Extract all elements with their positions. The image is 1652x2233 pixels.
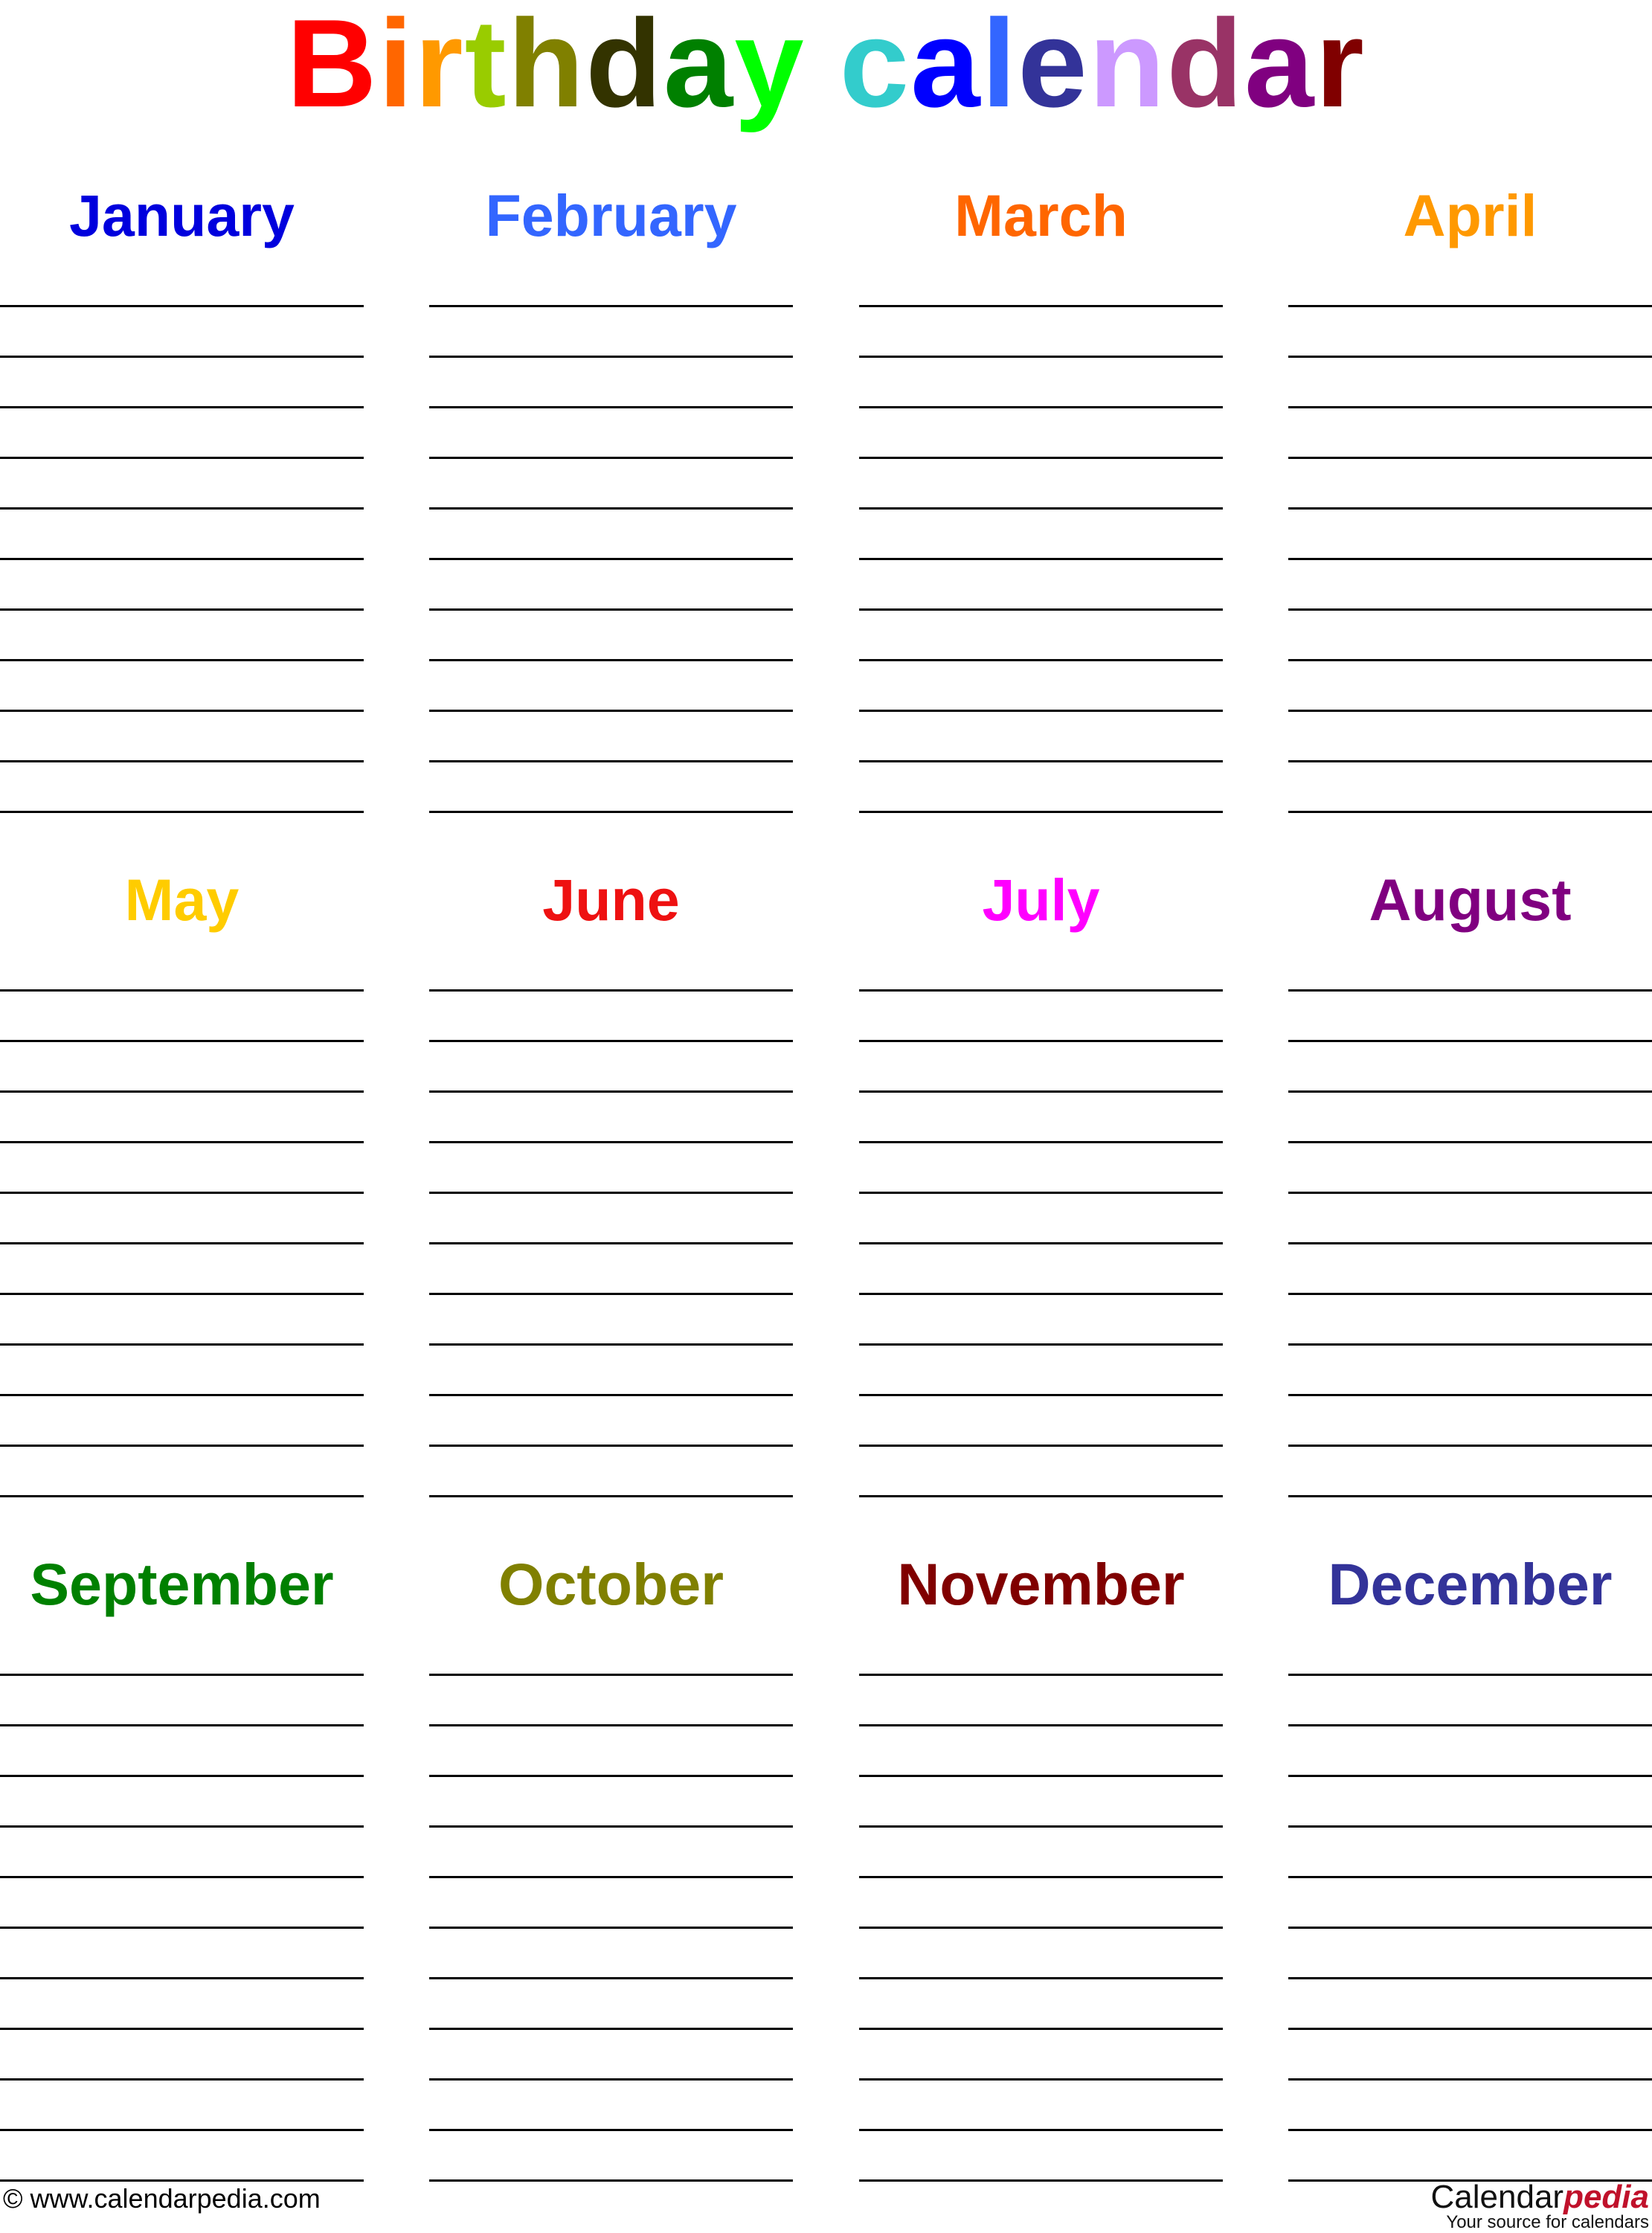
entry-line[interactable] <box>0 406 364 408</box>
title-letter: c <box>839 0 911 133</box>
entry-line[interactable] <box>429 457 793 459</box>
month-september <box>0 1551 364 2187</box>
entry-line[interactable] <box>1288 1927 1652 1929</box>
entry-line[interactable] <box>859 760 1223 762</box>
title-letter: y <box>734 0 806 133</box>
entry-line[interactable] <box>0 1927 364 1929</box>
entry-line[interactable] <box>429 659 793 661</box>
entry-line[interactable] <box>1288 1242 1652 1244</box>
entry-line[interactable] <box>1288 457 1652 459</box>
entry-line[interactable] <box>859 2028 1223 2030</box>
month-name: May <box>124 867 240 933</box>
month-name: April <box>1403 182 1537 248</box>
entry-line[interactable] <box>0 2078 364 2081</box>
entry-line[interactable] <box>1288 989 1652 992</box>
entry-line[interactable] <box>859 659 1223 661</box>
entry-line[interactable] <box>0 1495 364 1497</box>
title-letter: r <box>414 0 465 133</box>
entry-line[interactable] <box>859 1927 1223 1929</box>
entry-line[interactable] <box>0 2129 364 2131</box>
entry-line[interactable] <box>0 760 364 762</box>
brand-logo <box>1431 2179 1649 2232</box>
entry-line[interactable] <box>0 1040 364 1042</box>
brand-name: Calendar <box>1430 2179 1564 2215</box>
entry-line[interactable] <box>859 1242 1223 1244</box>
entry-line[interactable] <box>429 1445 793 1447</box>
month-name: August <box>1369 867 1572 933</box>
entry-line[interactable] <box>859 1293 1223 1295</box>
entry-line[interactable] <box>1288 305 1652 307</box>
entry-line[interactable] <box>859 1445 1223 1447</box>
entry-line[interactable] <box>0 1825 364 1828</box>
entry-line[interactable] <box>0 1876 364 1878</box>
title-letter: a <box>910 0 982 133</box>
entry-line[interactable] <box>0 457 364 459</box>
entry-line[interactable] <box>1288 1343 1652 1346</box>
entry-line[interactable] <box>429 1394 793 1396</box>
entry-line[interactable] <box>0 1090 364 1093</box>
entry-line[interactable] <box>429 2078 793 2081</box>
month-name: January <box>68 182 295 248</box>
entry-line[interactable] <box>859 989 1223 992</box>
entry-line[interactable] <box>429 989 793 992</box>
entry-line[interactable] <box>0 1977 364 1979</box>
month-july <box>859 867 1223 1503</box>
entry-line[interactable] <box>429 305 793 307</box>
entry-line[interactable] <box>429 1192 793 1194</box>
entry-line[interactable] <box>859 406 1223 408</box>
entry-line[interactable] <box>429 1090 793 1093</box>
entry-line[interactable] <box>0 1293 364 1295</box>
entry-line[interactable] <box>1288 1192 1652 1194</box>
entry-line[interactable] <box>1288 1495 1652 1497</box>
entry-line[interactable] <box>859 1775 1223 1777</box>
entry-line[interactable] <box>859 811 1223 813</box>
entry-line[interactable] <box>429 760 793 762</box>
entry-line[interactable] <box>859 1141 1223 1143</box>
title-letter: i <box>378 0 415 133</box>
month-november <box>859 1551 1223 2187</box>
entry-line[interactable] <box>429 1343 793 1346</box>
brand-name-accent: pedia <box>1563 2179 1649 2215</box>
entry-line[interactable] <box>0 989 364 992</box>
title-letter: h <box>507 0 586 133</box>
entry-line[interactable] <box>1288 1090 1652 1093</box>
entry-line[interactable] <box>1288 1724 1652 1726</box>
entry-line[interactable] <box>859 305 1223 307</box>
title-letter: t <box>464 0 508 133</box>
title-letter: a <box>663 0 735 133</box>
entry-line[interactable] <box>1288 406 1652 408</box>
month-february <box>429 182 793 818</box>
entry-line[interactable] <box>0 1394 364 1396</box>
entry-line[interactable] <box>429 558 793 560</box>
title-letter: l <box>981 0 1018 133</box>
month-name: February <box>485 182 737 248</box>
entry-line[interactable] <box>0 558 364 560</box>
entry-line[interactable] <box>0 1192 364 1194</box>
month-april <box>1288 182 1652 818</box>
entry-line[interactable] <box>0 1242 364 1244</box>
month-name: July <box>982 867 1100 933</box>
entry-line[interactable] <box>429 1141 793 1143</box>
entry-line[interactable] <box>1288 2028 1652 2030</box>
month-name: October <box>498 1551 724 1617</box>
month-december <box>1288 1551 1652 2187</box>
entry-line[interactable] <box>1288 1876 1652 1878</box>
entry-line[interactable] <box>859 558 1223 560</box>
entry-line[interactable] <box>429 2028 793 2030</box>
title-letter: n <box>1088 0 1167 133</box>
entry-line[interactable] <box>859 710 1223 712</box>
entry-line[interactable] <box>429 1977 793 1979</box>
entry-line[interactable] <box>1288 760 1652 762</box>
entry-line[interactable] <box>429 1242 793 1244</box>
entry-line[interactable] <box>859 1977 1223 1979</box>
entry-line[interactable] <box>0 1674 364 1676</box>
entry-line[interactable] <box>859 507 1223 510</box>
entry-line[interactable] <box>1288 608 1652 611</box>
entry-line[interactable] <box>429 507 793 510</box>
month-october <box>429 1551 793 2187</box>
title-letter: e <box>1018 0 1089 133</box>
entry-line[interactable] <box>429 1927 793 1929</box>
entry-line[interactable] <box>859 457 1223 459</box>
entry-line[interactable] <box>859 1876 1223 1878</box>
entry-line[interactable] <box>0 1343 364 1346</box>
entry-line[interactable] <box>429 811 793 813</box>
entry-line[interactable] <box>0 1445 364 1447</box>
title-letter: d <box>585 0 663 133</box>
entry-line[interactable] <box>859 2078 1223 2081</box>
entry-line[interactable] <box>429 406 793 408</box>
entry-line[interactable] <box>859 2129 1223 2131</box>
entry-line[interactable] <box>0 2028 364 2030</box>
entry-line[interactable] <box>859 1090 1223 1093</box>
entry-line[interactable] <box>0 1141 364 1143</box>
entry-line[interactable] <box>429 1040 793 1042</box>
month-january <box>0 182 364 818</box>
entry-line[interactable] <box>0 608 364 611</box>
entry-line[interactable] <box>859 1192 1223 1194</box>
entry-line[interactable] <box>1288 1445 1652 1447</box>
entry-line[interactable] <box>429 710 793 712</box>
title-letter: a <box>1244 0 1316 133</box>
month-march <box>859 182 1223 818</box>
brand-tagline: Your source for calendars <box>1446 2212 1649 2232</box>
month-name: December <box>1328 1551 1613 1617</box>
entry-line[interactable] <box>429 608 793 611</box>
entry-line[interactable] <box>429 1775 793 1777</box>
entry-line[interactable] <box>1288 356 1652 358</box>
entry-line[interactable] <box>1288 558 1652 560</box>
entry-line[interactable] <box>1288 2129 1652 2131</box>
entry-line[interactable] <box>429 1495 793 1497</box>
month-name: March <box>954 182 1128 248</box>
entry-line[interactable] <box>0 356 364 358</box>
entry-line[interactable] <box>859 1040 1223 1042</box>
entry-line[interactable] <box>1288 659 1652 661</box>
entry-line[interactable] <box>0 710 364 712</box>
entry-line[interactable] <box>0 1724 364 1726</box>
month-august <box>1288 867 1652 1503</box>
month-june <box>429 867 793 1503</box>
entry-line[interactable] <box>859 1724 1223 1726</box>
entry-line[interactable] <box>0 659 364 661</box>
entry-line[interactable] <box>1288 1977 1652 1979</box>
entry-line[interactable] <box>0 2179 364 2182</box>
page-title <box>0 0 1652 134</box>
entry-line[interactable] <box>429 1293 793 1295</box>
entry-line[interactable] <box>859 1495 1223 1497</box>
entry-line[interactable] <box>1288 1674 1652 1676</box>
month-name: September <box>30 1551 334 1617</box>
entry-line[interactable] <box>859 1394 1223 1396</box>
entry-line[interactable] <box>429 1825 793 1828</box>
month-name: June <box>542 867 680 933</box>
entry-line[interactable] <box>1288 1141 1652 1143</box>
entry-line[interactable] <box>1288 1293 1652 1295</box>
entry-line[interactable] <box>1288 811 1652 813</box>
entry-line[interactable] <box>429 1724 793 1726</box>
title-letter: d <box>1166 0 1244 133</box>
entry-line[interactable] <box>859 356 1223 358</box>
entry-line[interactable] <box>859 1825 1223 1828</box>
entry-line[interactable] <box>1288 1825 1652 1828</box>
month-name: November <box>897 1551 1185 1617</box>
entry-line[interactable] <box>1288 1394 1652 1396</box>
entry-line[interactable] <box>1288 1040 1652 1042</box>
entry-line[interactable] <box>1288 710 1652 712</box>
month-may <box>0 867 364 1503</box>
title-letter: r <box>1315 0 1366 133</box>
entry-line[interactable] <box>429 356 793 358</box>
entry-line[interactable] <box>0 507 364 510</box>
title-letter: B <box>286 0 379 133</box>
entry-line[interactable] <box>429 2179 793 2182</box>
entry-line[interactable] <box>429 1876 793 1878</box>
entry-line[interactable] <box>0 811 364 813</box>
entry-line[interactable] <box>1288 507 1652 510</box>
entry-line[interactable] <box>0 305 364 307</box>
entry-line[interactable] <box>859 2179 1223 2182</box>
entry-line[interactable] <box>1288 1775 1652 1777</box>
entry-line[interactable] <box>429 2129 793 2131</box>
entry-line[interactable] <box>859 1343 1223 1346</box>
entry-line[interactable] <box>859 1674 1223 1676</box>
entry-line[interactable] <box>429 1674 793 1676</box>
entry-line[interactable] <box>0 1775 364 1777</box>
entry-line[interactable] <box>1288 2078 1652 2081</box>
copyright-notice: © www.calendarpedia.com <box>3 2183 321 2214</box>
entry-line[interactable] <box>859 608 1223 611</box>
